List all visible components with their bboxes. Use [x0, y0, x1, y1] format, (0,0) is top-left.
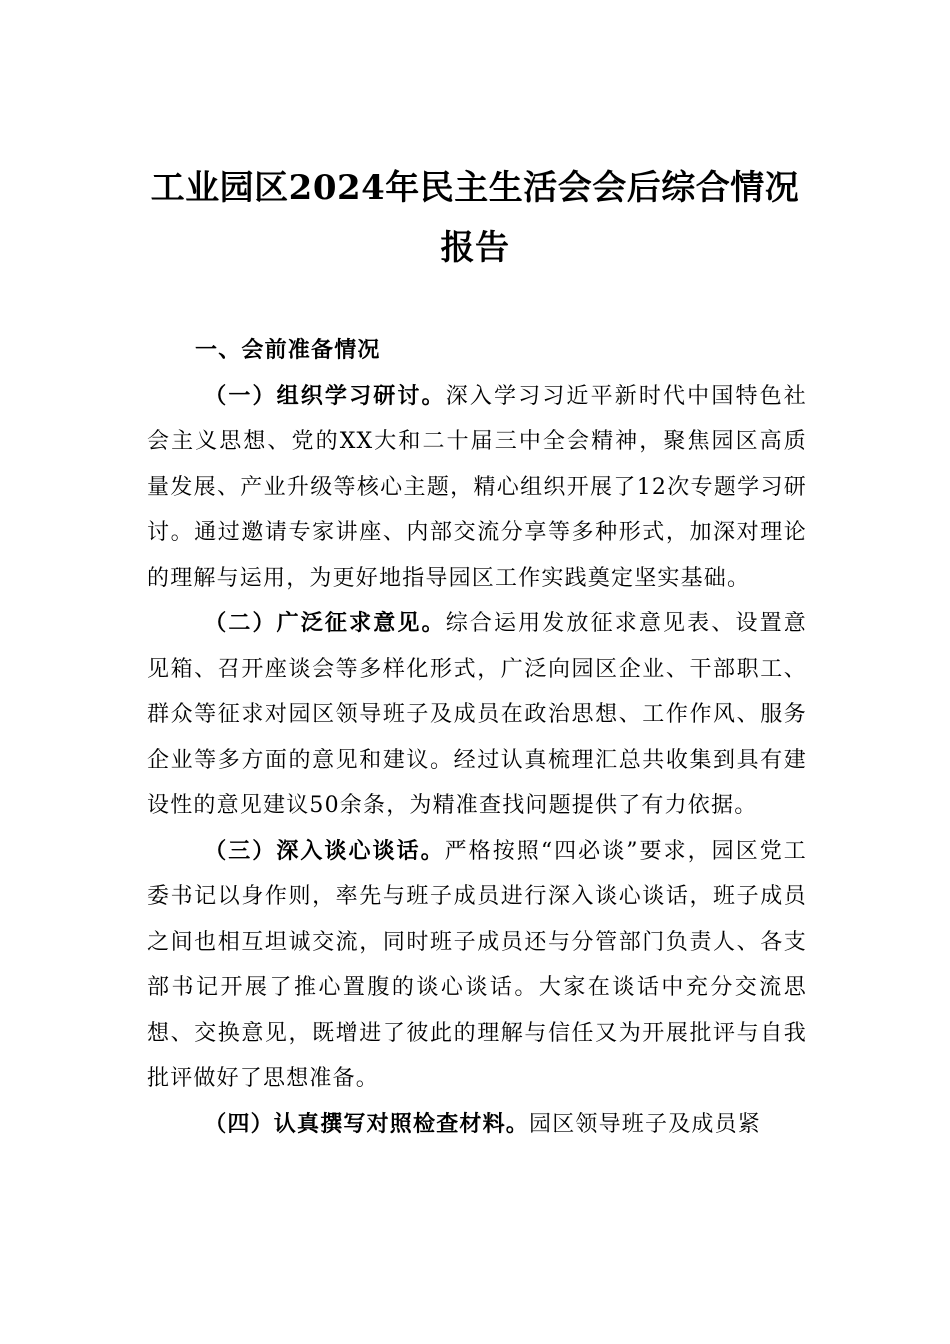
title-line-2: 报告 [440, 228, 510, 268]
paragraph-study [147, 374, 807, 602]
paragraph-opinions [147, 601, 807, 829]
title-line-1: 工业园区2024年民主生活会会后综合情况 [150, 168, 800, 208]
section-heading: 一、会前准备情况 [195, 338, 381, 363]
paragraph-lead: （二）广泛征求意见。 [204, 611, 446, 636]
paragraph-lead: （三）深入谈心谈话。 [204, 838, 445, 864]
paragraph-text: 严格按照“四必谈”要求，园区党工委书记以身作则，率先与班子成员进行深入谈心谈话，班子成员之间也相互坦诚交流，同时班子成员还与分管部门负责人、各支部书记开展了推心置腹的谈心谈话。大家在谈话中充分交流思想、交换意见，既增进了彼此的理解与信任又为开展批评与自我批评做好了思想准备。 [147, 838, 807, 1091]
paragraph-text: 深入学习习近平新时代中国特色社会主义思想、党的XX大和二十届三中全会精神，聚焦园区高质量发展、产业升级等核心主题，精心组织开展了12次专题学习研讨。通过邀请专家讲座、内部交流分享等多种形式，加深对理论的理解与运用，为更好地指导园区工作实践奠定坚实基础。 [147, 383, 807, 591]
paragraph-text: 园区领导班子及成员紧 [529, 1111, 762, 1137]
paragraph-lead: （四）认真撰写对照检查材料。 [204, 1111, 529, 1137]
paragraph-text: 综合运用发放征求意见表、设置意见箱、召开座谈会等多样化形式，广泛向园区企业、干部职工、群众等征求对园区领导班子及成员在政治思想、工作作风、服务企业等多方面的意见和建议。经过认真梳理汇总共收集到具有建设性的意见建议50余条，为精准查找问题提供了有力依据。 [147, 611, 807, 818]
paragraph-materials [147, 1102, 807, 1148]
document-title [120, 158, 830, 278]
paragraph-lead: （一）组织学习研讨。 [204, 383, 446, 409]
paragraph-talks [147, 829, 807, 1102]
document-body [147, 328, 807, 1147]
